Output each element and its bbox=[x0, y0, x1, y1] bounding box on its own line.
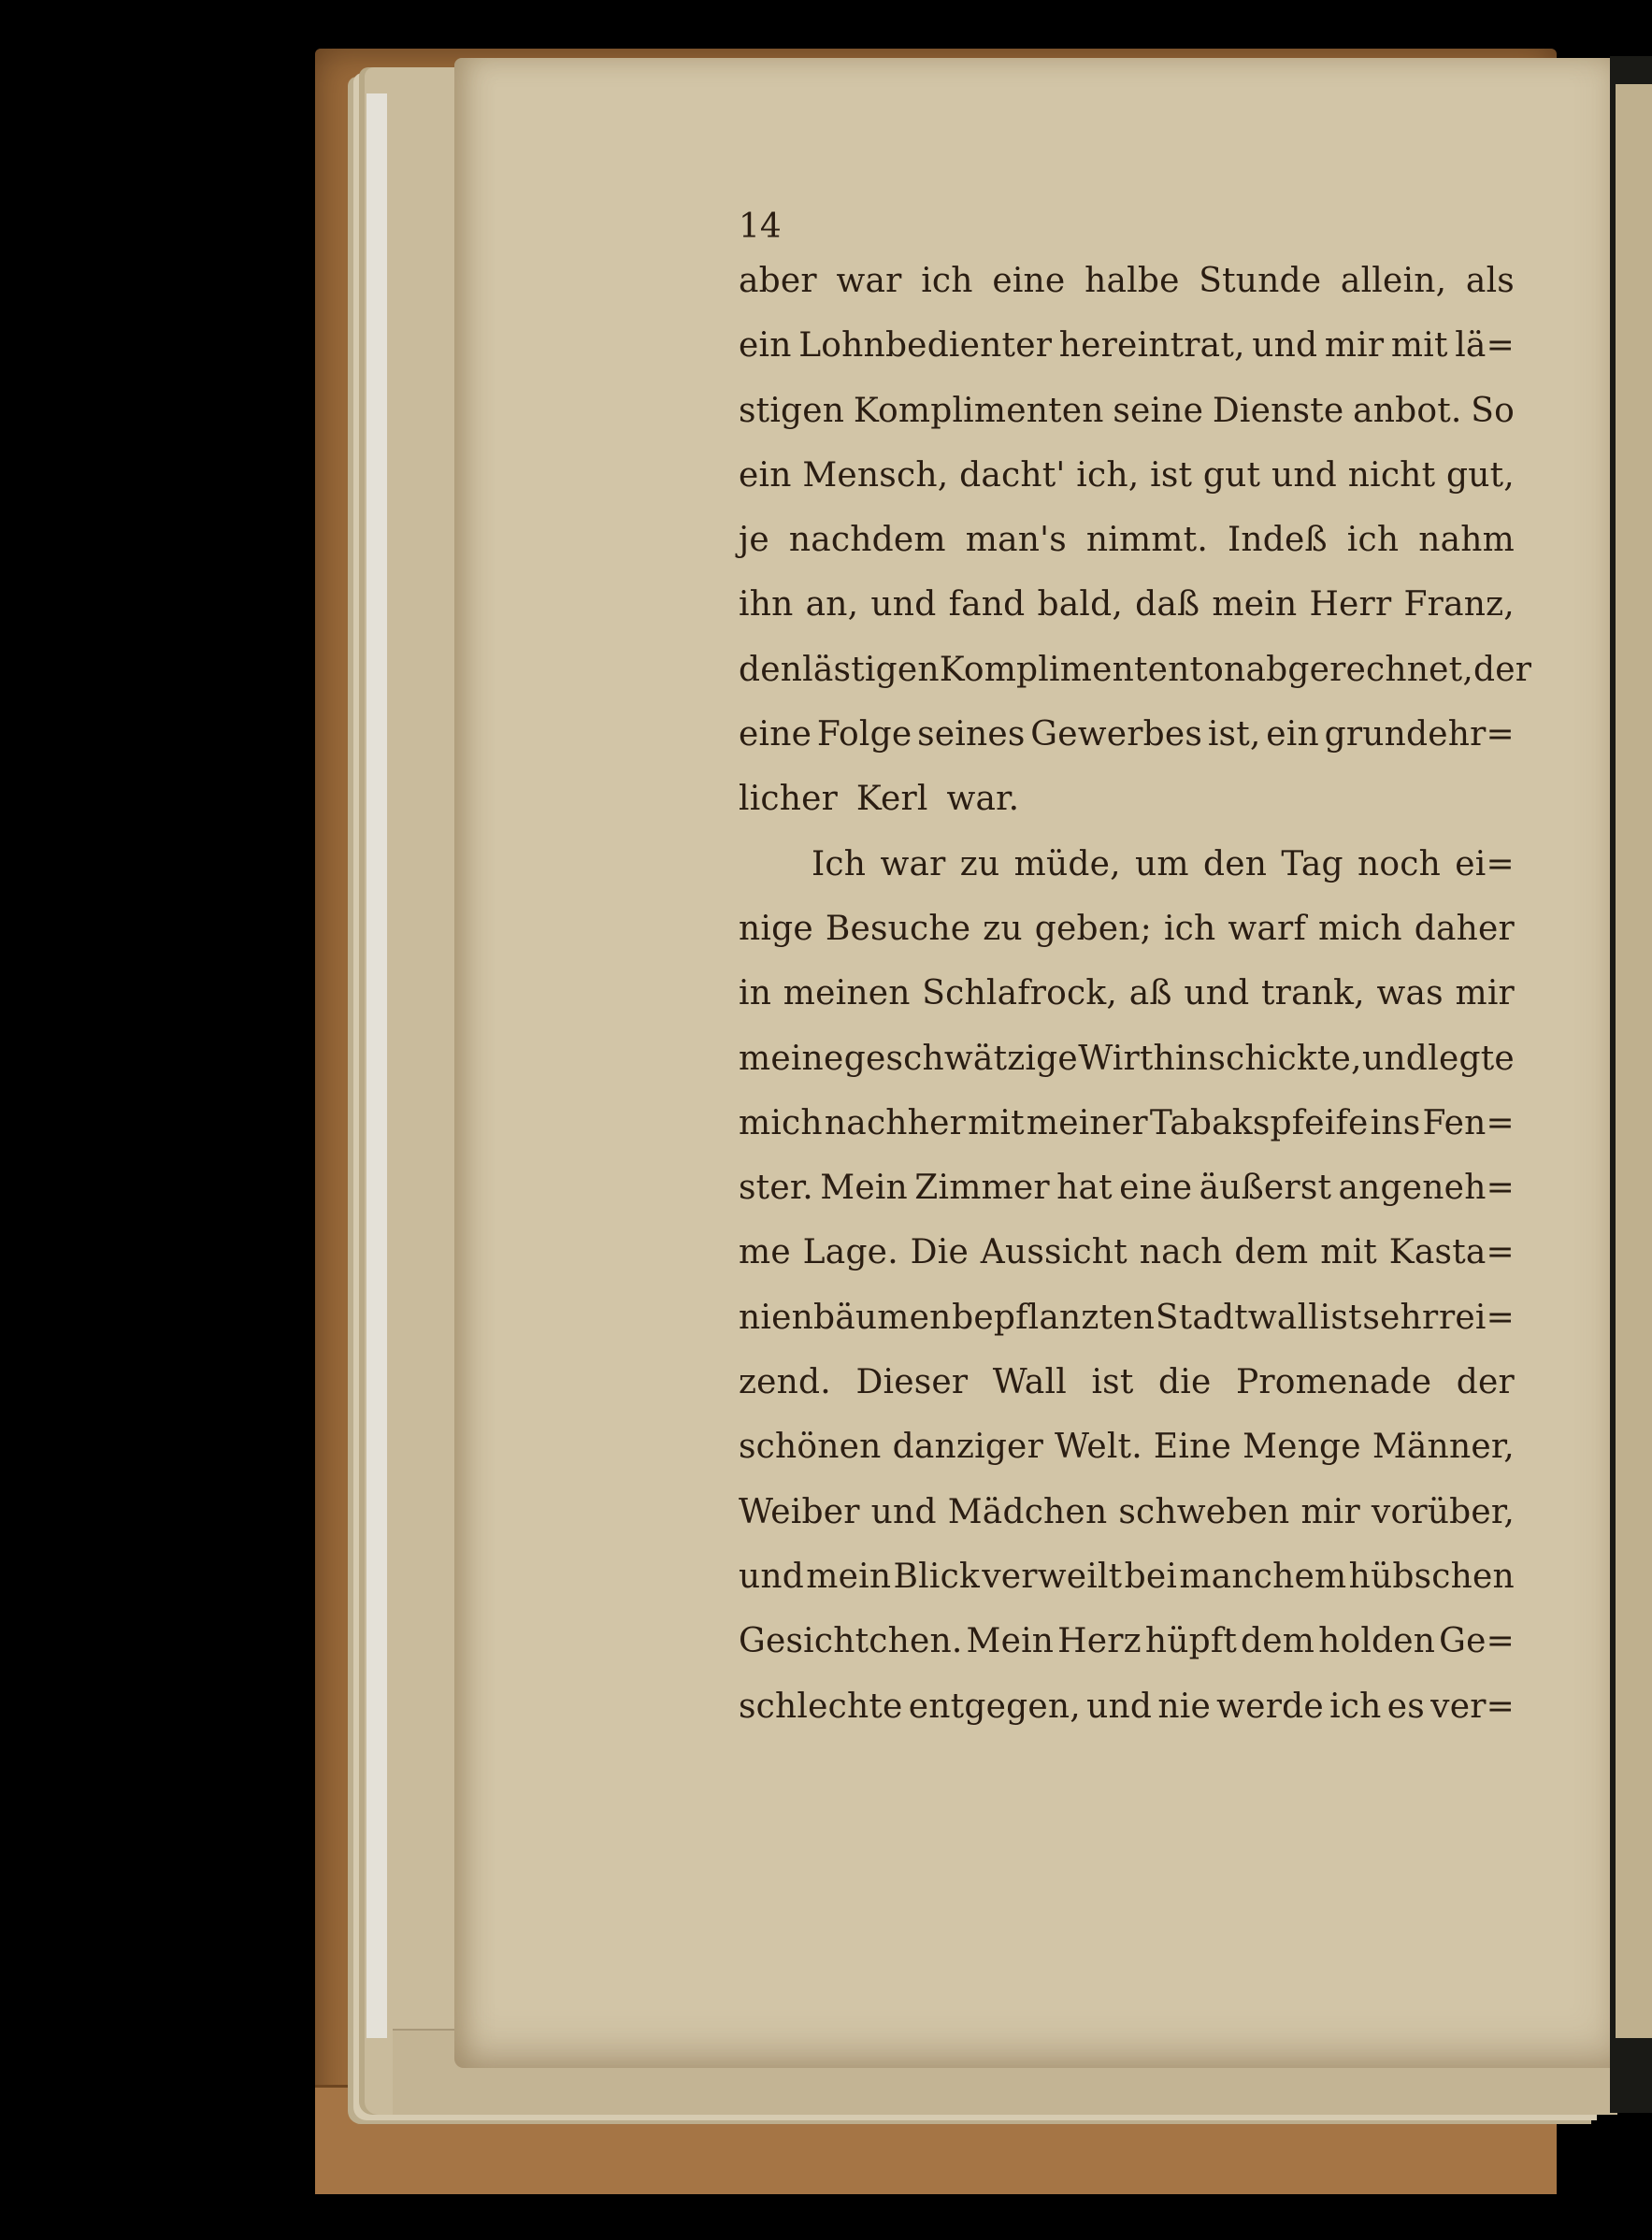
word: ich bbox=[1346, 521, 1400, 560]
word: mir bbox=[1455, 974, 1515, 1013]
page-number: 14 bbox=[739, 208, 782, 246]
word: man's bbox=[965, 521, 1067, 560]
word: legte bbox=[1428, 1039, 1515, 1078]
word: dacht' bbox=[959, 455, 1066, 495]
word: rei= bbox=[1439, 1298, 1515, 1337]
word: war bbox=[836, 262, 902, 300]
word: Ge= bbox=[1439, 1622, 1515, 1661]
word: me bbox=[739, 1233, 791, 1272]
word: hüpft bbox=[1144, 1622, 1238, 1661]
word: nige bbox=[739, 909, 813, 948]
word: nachdem bbox=[788, 521, 946, 560]
word: schweben bbox=[1118, 1492, 1290, 1531]
word: entgegen, bbox=[908, 1687, 1081, 1726]
word: angeneh= bbox=[1338, 1169, 1515, 1208]
word: aß bbox=[1128, 974, 1172, 1013]
facing-page-sliver bbox=[1616, 84, 1652, 2038]
word: Kerl bbox=[855, 780, 928, 819]
word: in bbox=[739, 974, 772, 1013]
text-line bbox=[739, 1558, 1515, 1622]
word: und bbox=[1361, 1039, 1428, 1078]
word: nach bbox=[1139, 1233, 1223, 1272]
word: ver= bbox=[1430, 1687, 1515, 1726]
word: nachher bbox=[824, 1103, 966, 1142]
word: nimmt. bbox=[1085, 521, 1208, 560]
word: geben; bbox=[1034, 909, 1152, 948]
word: Dienste bbox=[1212, 391, 1344, 430]
text-line bbox=[739, 1233, 1515, 1298]
word: Blick bbox=[893, 1557, 980, 1596]
word: und bbox=[1184, 974, 1250, 1013]
word: mein bbox=[1212, 585, 1298, 625]
word: den bbox=[739, 650, 803, 689]
word: mir bbox=[1324, 326, 1385, 366]
word: lästigen bbox=[802, 650, 940, 689]
word: je bbox=[739, 521, 769, 560]
word: Tag bbox=[1281, 844, 1343, 883]
word: allein, bbox=[1340, 262, 1447, 300]
word: Weiber bbox=[739, 1492, 860, 1531]
word: lä= bbox=[1455, 326, 1515, 366]
word: ein bbox=[1266, 715, 1319, 754]
word: Aussicht bbox=[980, 1233, 1128, 1272]
word: mich bbox=[739, 1103, 823, 1142]
word: äußerst bbox=[1199, 1169, 1332, 1208]
word: Besuche bbox=[825, 909, 971, 948]
word: dem bbox=[1234, 1233, 1309, 1272]
word: seine bbox=[1113, 391, 1204, 430]
word: nahm bbox=[1418, 521, 1515, 560]
word: Fen= bbox=[1422, 1103, 1515, 1142]
word: ich, bbox=[1076, 455, 1140, 495]
word: und bbox=[739, 1557, 805, 1596]
word: müde, bbox=[1013, 844, 1121, 883]
word: Mein bbox=[820, 1169, 908, 1208]
word: Mein bbox=[966, 1622, 1055, 1661]
word: aber bbox=[739, 262, 817, 300]
word: Gesichtchen. bbox=[739, 1622, 963, 1661]
word: verweilt bbox=[982, 1557, 1123, 1596]
text-line-paragraph-start bbox=[739, 845, 1515, 910]
word: Welt. bbox=[1055, 1428, 1142, 1467]
word: und bbox=[870, 1492, 937, 1531]
word: Herz bbox=[1057, 1622, 1142, 1661]
text-line bbox=[739, 585, 1515, 650]
word: meine bbox=[739, 1039, 844, 1078]
word: eine bbox=[1119, 1169, 1193, 1208]
text-line bbox=[739, 1363, 1515, 1428]
flyleaf-strip bbox=[366, 93, 387, 2038]
word: Männer, bbox=[1372, 1428, 1515, 1467]
word: bei bbox=[1124, 1557, 1178, 1596]
word: mit bbox=[1320, 1233, 1377, 1272]
word: ins bbox=[1370, 1103, 1421, 1142]
word: anbot. bbox=[1353, 391, 1462, 430]
word: Folge bbox=[816, 715, 912, 754]
text-line bbox=[739, 1040, 1515, 1104]
word: hübschen bbox=[1348, 1557, 1515, 1596]
word: ich bbox=[921, 262, 973, 300]
word: Franz, bbox=[1403, 585, 1515, 625]
word: die bbox=[1158, 1363, 1212, 1402]
word: ihn bbox=[739, 585, 794, 625]
word: schlechte bbox=[739, 1687, 903, 1726]
word: ster. bbox=[739, 1169, 813, 1208]
word: Dieser bbox=[855, 1363, 969, 1402]
word: ist bbox=[1150, 455, 1193, 495]
word: schickte, bbox=[1208, 1039, 1362, 1078]
word: grundehr= bbox=[1324, 715, 1515, 754]
text-line bbox=[739, 910, 1515, 974]
word: Herr bbox=[1309, 585, 1392, 625]
word: werde bbox=[1216, 1687, 1324, 1726]
word: und bbox=[1271, 455, 1337, 495]
word: meiner bbox=[1026, 1103, 1148, 1142]
text-line bbox=[739, 1622, 1515, 1687]
word: ich bbox=[1163, 909, 1216, 948]
word: hat bbox=[1056, 1169, 1113, 1208]
word: Ich bbox=[812, 844, 867, 883]
word: zu bbox=[959, 844, 1000, 883]
text-line bbox=[739, 1104, 1515, 1169]
word: ein bbox=[739, 455, 792, 495]
text-line bbox=[739, 456, 1515, 521]
word: nienbäumen bbox=[739, 1298, 952, 1337]
word: um bbox=[1135, 844, 1189, 883]
word: eine bbox=[992, 262, 1066, 300]
word: vorüber, bbox=[1371, 1492, 1515, 1531]
word: Mädchen bbox=[947, 1492, 1108, 1531]
word: Promenade bbox=[1235, 1363, 1432, 1402]
word: und bbox=[870, 585, 937, 625]
word: trank, bbox=[1261, 974, 1365, 1013]
word: Stadtwall bbox=[1155, 1298, 1320, 1337]
word: ei= bbox=[1455, 844, 1515, 883]
word: licher bbox=[739, 780, 839, 819]
word: noch bbox=[1358, 844, 1442, 883]
word: was bbox=[1376, 974, 1444, 1013]
text-line bbox=[739, 1428, 1515, 1492]
word: Schlafrock, bbox=[922, 974, 1118, 1013]
word: mit bbox=[1390, 326, 1448, 366]
word: seines bbox=[917, 715, 1026, 754]
text-line bbox=[739, 1169, 1515, 1233]
word: Indeß bbox=[1227, 521, 1328, 560]
word: und bbox=[1252, 326, 1318, 366]
word: zend. bbox=[739, 1363, 831, 1402]
page-text-block bbox=[739, 262, 1532, 1752]
text-line bbox=[739, 715, 1515, 780]
word: Die bbox=[910, 1233, 969, 1272]
word: gut, bbox=[1445, 455, 1515, 495]
word: ist, bbox=[1207, 715, 1261, 754]
word: als bbox=[1465, 262, 1515, 300]
word: Menge bbox=[1243, 1428, 1361, 1467]
word: daher bbox=[1414, 909, 1515, 948]
word: ein bbox=[739, 326, 792, 366]
word: geschwätzige bbox=[843, 1039, 1078, 1078]
word: hereintrat, bbox=[1058, 326, 1245, 366]
word: meinen bbox=[783, 974, 911, 1013]
text-line bbox=[739, 1687, 1515, 1752]
word: stigen bbox=[739, 391, 845, 430]
word: mit bbox=[968, 1103, 1025, 1142]
word: gut bbox=[1202, 455, 1261, 495]
word: es bbox=[1386, 1687, 1425, 1726]
word: Tabakspfeife bbox=[1149, 1103, 1369, 1142]
word: eine bbox=[739, 715, 812, 754]
word: an, bbox=[805, 585, 859, 625]
word: nie bbox=[1157, 1687, 1211, 1726]
text-line bbox=[739, 262, 1515, 326]
word: danziger bbox=[892, 1428, 1043, 1467]
word: Zimmer bbox=[914, 1169, 1050, 1208]
text-line bbox=[739, 1493, 1515, 1558]
word: halbe bbox=[1085, 262, 1180, 300]
word: war. bbox=[946, 780, 1020, 819]
word: mein bbox=[806, 1557, 892, 1596]
word: nicht bbox=[1347, 455, 1436, 495]
word: ist bbox=[1319, 1298, 1362, 1337]
word: mich bbox=[1317, 909, 1402, 948]
word: der bbox=[1472, 650, 1532, 689]
text-line bbox=[739, 392, 1515, 456]
word: holden bbox=[1318, 1622, 1436, 1661]
word: fand bbox=[948, 585, 1026, 625]
word: warf bbox=[1228, 909, 1306, 948]
word: Lohnbedienter bbox=[798, 326, 1053, 366]
word: den bbox=[1203, 844, 1268, 883]
word: dem bbox=[1241, 1622, 1315, 1661]
word: ich bbox=[1329, 1687, 1382, 1726]
text-line bbox=[739, 974, 1515, 1039]
word: bald, bbox=[1037, 585, 1124, 625]
text-line bbox=[739, 650, 1532, 715]
text-line-paragraph-end bbox=[739, 780, 1515, 844]
word: bepflanzten bbox=[952, 1298, 1156, 1337]
word: Gewerbes bbox=[1030, 715, 1203, 754]
word: schönen bbox=[739, 1428, 882, 1467]
word: ist bbox=[1091, 1363, 1134, 1402]
word: Eine bbox=[1153, 1428, 1231, 1467]
word: mir bbox=[1300, 1492, 1360, 1531]
word: abgerechnet, bbox=[1245, 650, 1473, 689]
word: Wirthin bbox=[1078, 1039, 1209, 1078]
word: Kasta= bbox=[1388, 1233, 1515, 1272]
word: Stunde bbox=[1199, 262, 1322, 300]
word: Wall bbox=[992, 1363, 1067, 1402]
word: manchem bbox=[1179, 1557, 1347, 1596]
word: So bbox=[1471, 391, 1515, 430]
text-line bbox=[739, 521, 1515, 585]
word: daß bbox=[1135, 585, 1200, 625]
word: war bbox=[880, 844, 946, 883]
word: der bbox=[1456, 1363, 1515, 1402]
word: und bbox=[1086, 1687, 1153, 1726]
word: Komplimententon bbox=[939, 650, 1246, 689]
word: zu bbox=[983, 909, 1023, 948]
word: Mensch, bbox=[802, 455, 949, 495]
word: Komplimenten bbox=[853, 391, 1104, 430]
word: Lage. bbox=[802, 1233, 898, 1272]
text-line bbox=[739, 326, 1515, 391]
word: sehr bbox=[1362, 1298, 1439, 1337]
text-line bbox=[739, 1299, 1515, 1363]
